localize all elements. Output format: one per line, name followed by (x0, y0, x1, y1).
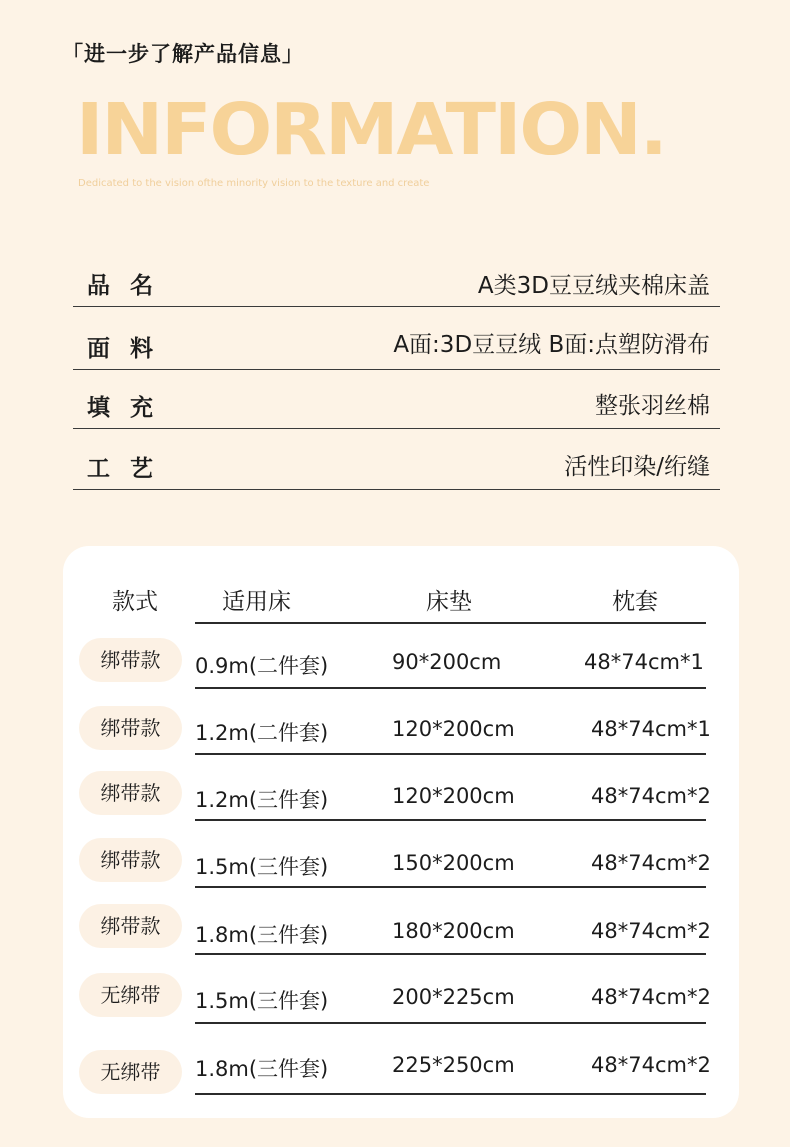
info-value: 活性印染/绗缝 (564, 454, 710, 480)
info-value: A面:3D豆豆绒 B面:点塑防滑布 (393, 332, 710, 358)
info-value: A类3D豆豆绒夹棉床盖 (477, 273, 710, 299)
style-tag: 绑带款 (79, 638, 182, 682)
info-row-craft (73, 441, 720, 490)
cell-pillow: 48*74cm*2 (591, 1053, 711, 1077)
col-header-style: 款式 (112, 589, 158, 615)
col-header-mattress: 床垫 (426, 589, 472, 615)
cell-pillow: 48*74cm*2 (591, 919, 711, 943)
cell-bed: 1.5m(三件套) (195, 989, 329, 1013)
size-table-card (63, 546, 739, 1118)
cell-mattress: 120*200cm (392, 784, 515, 808)
info-value: 整张羽丝棉 (595, 393, 710, 419)
cell-mattress: 150*200cm (392, 851, 515, 875)
cell-pillow: 48*74cm*1 (584, 650, 704, 674)
table-divider (195, 753, 706, 755)
cell-mattress: 120*200cm (392, 717, 515, 741)
table-divider (195, 622, 706, 624)
cell-pillow: 48*74cm*2 (591, 784, 711, 808)
cell-mattress: 90*200cm (392, 650, 502, 674)
cell-bed: 1.8m(三件套) (195, 1057, 329, 1081)
table-divider (195, 1093, 706, 1095)
cell-bed: 1.5m(三件套) (195, 855, 329, 879)
cell-mattress: 180*200cm (392, 919, 515, 943)
info-row-filling (73, 380, 720, 429)
info-label: 品名 (87, 273, 173, 299)
info-row-name (73, 258, 720, 307)
cell-bed: 1.8m(三件套) (195, 923, 329, 947)
col-header-pillow: 枕套 (612, 589, 658, 615)
cell-pillow: 48*74cm*2 (591, 985, 711, 1009)
table-divider (195, 819, 706, 821)
section-heading: 「进一步了解产品信息」 (62, 42, 304, 66)
table-divider (195, 953, 706, 955)
table-divider (195, 1022, 706, 1024)
cell-pillow: 48*74cm*2 (591, 851, 711, 875)
cell-bed: 1.2m(三件套) (195, 788, 329, 812)
col-header-bed: 适用床 (222, 589, 291, 615)
style-tag: 无绑带 (79, 1050, 182, 1094)
style-tag: 绑带款 (79, 771, 182, 815)
cell-mattress: 225*250cm (392, 1053, 515, 1077)
info-label: 面料 (87, 336, 173, 362)
cell-bed: 1.2m(二件套) (195, 721, 329, 745)
style-tag: 绑带款 (79, 706, 182, 750)
information-title: INFORMATION. (76, 88, 666, 171)
info-label: 工艺 (87, 456, 173, 482)
table-divider (195, 886, 706, 888)
cell-mattress: 200*225cm (392, 985, 515, 1009)
info-row-fabric (73, 320, 720, 370)
style-tag: 绑带款 (79, 904, 182, 948)
style-tag: 绑带款 (79, 838, 182, 882)
style-tag: 无绑带 (79, 973, 182, 1017)
cell-bed: 0.9m(二件套) (195, 654, 329, 678)
table-divider (195, 687, 706, 689)
info-label: 填充 (87, 395, 173, 421)
tagline: Dedicated to the vision ofthe minority vision to the texture and create (78, 178, 430, 189)
cell-pillow: 48*74cm*1 (591, 717, 711, 741)
